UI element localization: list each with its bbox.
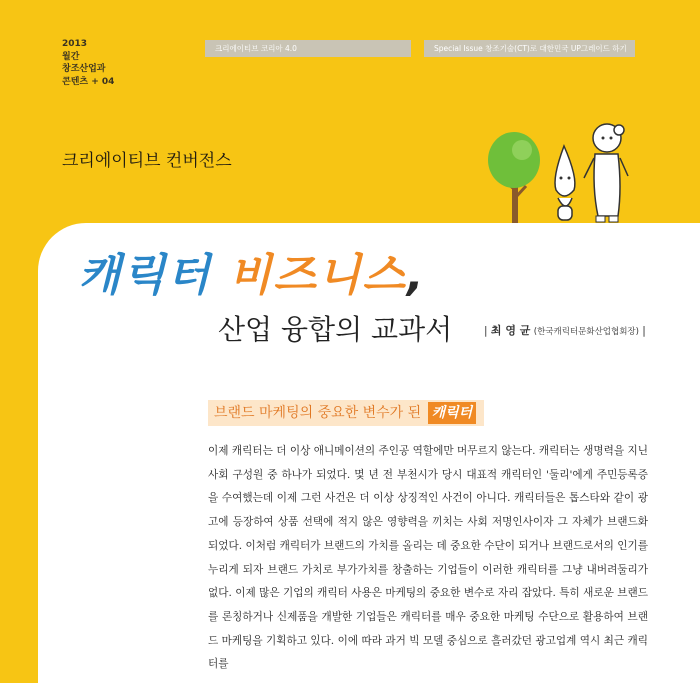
author-affiliation: (한국캐릭터문화산업협회장) (533, 327, 639, 337)
headline-part-business: 비즈니스 (228, 250, 407, 301)
issue-year: 2013 (62, 39, 88, 49)
headline-part-character: 캐릭터 (78, 250, 229, 301)
headline-comma: , (406, 250, 426, 301)
article-subtitle: 산업 융합의 교과서 (218, 313, 453, 346)
small-mascot-icon (555, 146, 575, 220)
issue-monthly: 월간 (62, 51, 80, 62)
tree-icon (488, 132, 540, 228)
sub-heading-text: 브랜드 마케팅의 중요한 변수가 된 (214, 405, 422, 421)
issue-magazine: 창조산업과 (62, 64, 106, 74)
big-mascot-icon (584, 124, 628, 222)
sub-heading (208, 400, 484, 426)
article-headline (78, 248, 426, 304)
issue-info (62, 38, 114, 88)
section-title: 크리에이티브 컨버전스 (62, 151, 232, 171)
author-byline: | 최 영 균 (한국캐릭터문화산업협회장) | (484, 324, 646, 337)
header-bar-left: 크리에이티브 코리아 4.0 (205, 40, 411, 57)
author-name: 최 영 균 (490, 324, 531, 337)
issue-number: 콘텐츠 + 04 (62, 76, 115, 87)
mascot-illustration (482, 98, 642, 230)
article-body: 이제 캐릭터는 더 이상 애니메이션의 주인공 역할에만 머무르지 않는다. 캐릭터는 생명력을 지닌 사회 구성원 중 하나가 되었다. 몇 년 전 부천시가 당시 대표적 캐릭터인 '둘리'에게 주민등록증을 수여했는데 이제 그런 사건은 더 이상 상징적인 사건이 아니다. 캐릭터들은 톱스타와 같이 광고에 등장하여 상품 선택에 적지 않은 영향력을 끼치는 사회 저명인사이자 그 자체가 브랜드화 되었다. 이처럼 캐릭터가 브랜드의 가치를 올리는 데 중요한 수단이 되거나 브랜드로서의 인기를 누리게 되자 브랜드 가치로 부가가치를 창출하는 기업들이 이러한 캐릭터를 그냥 내버려둘리가 없다. 이제 많은 기업의 캐릭터 사용은 마케팅의 중요한 변수로 자리 잡았다. 특히 새로운 브랜드를 론칭하거나 신제품을 개발한 기업들은 캐릭터를 매우 중요한 마케팅 수단으로 활용하여 브랜드 마케팅을 기획하고 있다. 이에 따라 과거 빅 모델 중심으로 흘러갔던 광고업계 역시 최근 캐릭터를 (208, 445, 648, 671)
header-bar-right: Special Issue 창조기술(CT)로 대한민국 UP그레이드 하기 (424, 40, 635, 57)
sub-heading-tag: 캐릭터 (428, 402, 477, 424)
